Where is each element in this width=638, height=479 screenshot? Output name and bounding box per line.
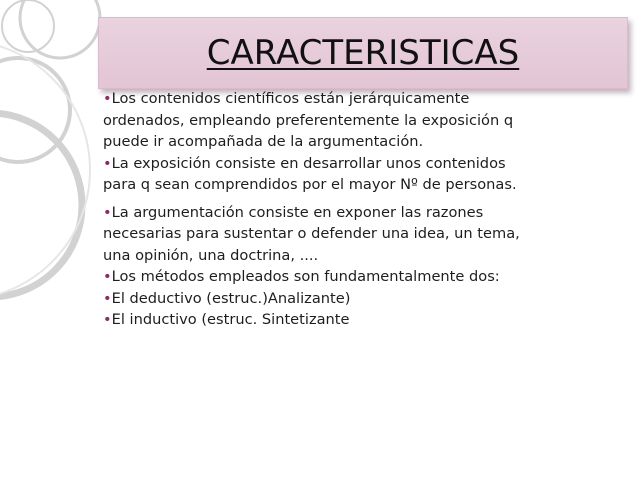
bullet-symbol: • [103, 203, 112, 221]
bullet-symbol: • [103, 311, 112, 328]
bullet-paragraph-4 [103, 266, 603, 288]
text-line: Los métodos empleados son fundamentalmente dos: [111, 268, 500, 285]
content-body [103, 88, 603, 331]
title-box [98, 17, 628, 89]
bullet-symbol: • [103, 268, 112, 285]
bullet-paragraph-5 [103, 288, 603, 310]
slide-title: CARACTERISTICAS [206, 33, 520, 73]
text-line: La argumentación consiste en exponer las razones [111, 203, 484, 221]
bullet-symbol: • [103, 154, 112, 172]
bullet-paragraph-2 [103, 153, 603, 196]
bullet-symbol: • [103, 289, 112, 307]
text-line: para q sean comprendidos por el mayor Nº de personas. [103, 176, 517, 193]
text-line: una opinión, una doctrina, .... [103, 246, 319, 264]
text-line: ordenados, empleando preferentemente la exposición q [103, 111, 514, 129]
text-line: puede ir acompañada de la argumentación. [103, 133, 424, 150]
ring-arc-large [0, 113, 82, 297]
bullet-paragraph-1 [103, 88, 603, 153]
bullet-paragraph-3 [103, 202, 603, 267]
bullet-symbol: • [103, 90, 112, 107]
bullet-paragraph-6 [103, 309, 603, 331]
text-line: El deductivo (estruc.)Analizante) [111, 289, 351, 307]
text-line: El inductivo (estruc. Sintetizante [111, 311, 350, 328]
ring-arc-small [20, 0, 100, 58]
text-line: Los contenidos científicos están jerárquicamente [111, 90, 470, 107]
text-line: necesarias para sustentar o defender una idea, un tema, [103, 225, 520, 242]
text-line: La exposición consiste en desarrollar unos contenidos [111, 154, 506, 172]
